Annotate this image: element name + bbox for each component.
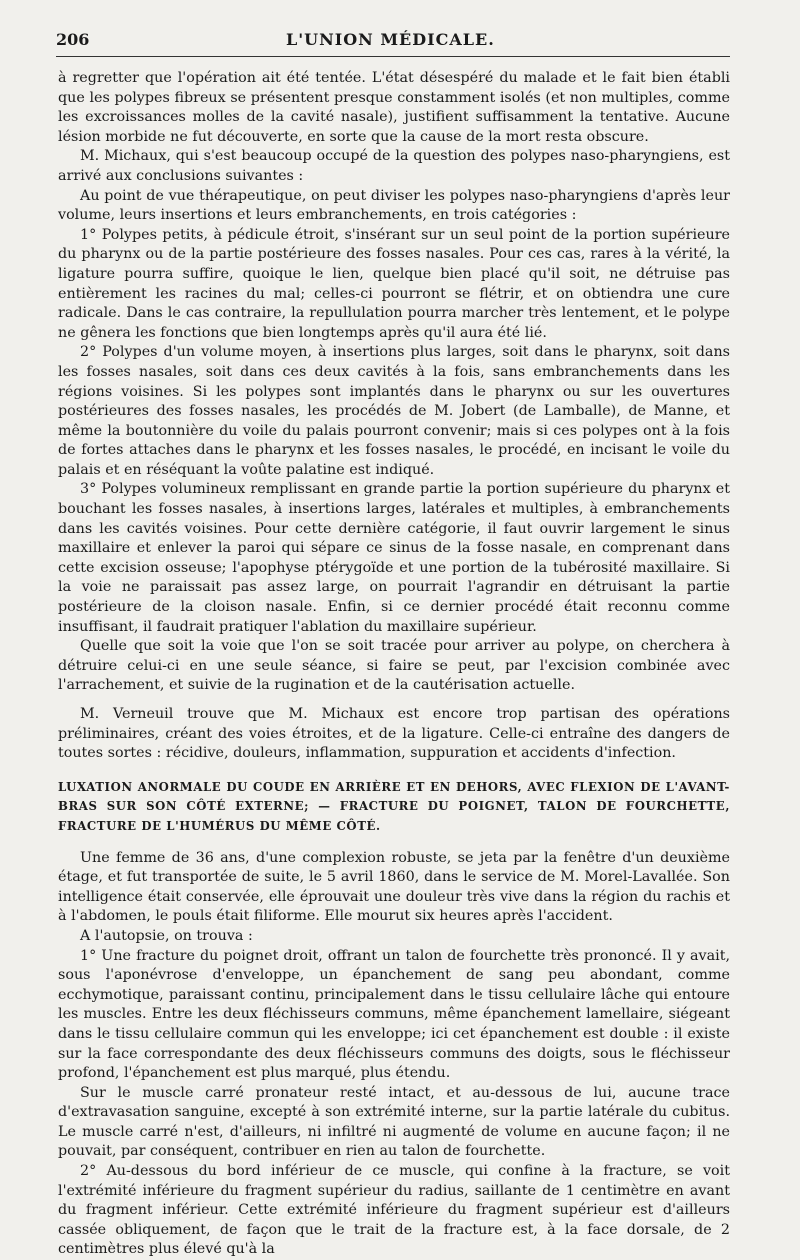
paragraph: 2° Polypes d'un volume moyen, à insertions plus larges, soit dans le pharynx, soit dans les fosses nasales, soit dans ces deux cavités à la fois, sans embranchements dans les régions voisines. Si les polypes sont implantés dans le pharynx ou sur les ouvertures postérieures des fosses nasales, les procédés de M. Jobert (de Lamballe), de Manne, et même la boutonnière du voile du palais pourront convenir; mais si ces polypes ont à la fois de fortes attaches dans le pharynx et les fosses nasales, le procédé, en incisant le voile du palais et en réséquant la voûte palatine est indiqué. — [58, 344, 730, 478]
case-paragraph: 1° Une fracture du poignet droit, offrant un talon de fourchette très prononcé. Il y avait, sous l'aponévrose d'enveloppe, un épanchement de sang peu abondant, comme ecchymotique, paraissant continu, principalement dans le tissu cellulaire lâche qui entoure les muscles. Entre les deux fléchisseurs communs, même épanchement lamellaire, siégeant dans le tissu cellulaire commun qui les enveloppe; ici cet épanchement est double : il existe sur la face correspondante des deux fléchisseurs communs des doigts, sous le fléchisseur profond, l'épanchement est plus marqué, plus étendu. — [58, 947, 730, 1082]
paragraph: Quelle que soit la voie que l'on se soit tracée pour arriver au polype, on cherchera à détruire celui-ci en une seule séance, si faire se peut, par l'excision combinée avec l'arrachement, et suivie de la rugination et de la cautérisation actuelle. — [58, 638, 730, 694]
section-title: LUXATION ANORMALE DU COUDE EN ARRIÈRE ET EN DEHORS, AVEC FLEXION DE L'AVANT-BRAS SUR SON CÔTÉ EXTERNE; — FRACTURE DU POIGNET, TALON DE FOURCHETTE, FRACTURE DE L'HUMÉRUS DU MÊME CÔTÉ. — [58, 779, 730, 833]
paragraph: 1° Polypes petits, à pédicule étroit, s'insérant sur un seul point de la portion supérieure du pharynx ou de la partie postérieure des fosses nasales. Pour ces cas, rares à la vérité, la ligature pourra suffire, quoique le lien, quelque bien placé qu'il soit, ne détruise pas entièrement les racines du mal; celles-ci pourront se flétrir, et on obtiendra une cure radicale. Dans le cas contraire, la repullulation pourra marcher très lentement, et le polype ne gênera les fonctions que bien longtemps après qu'il aura été lié. — [58, 226, 730, 341]
paragraph: M. Michaux, qui s'est beaucoup occupé de la question des polypes naso-pharyngiens, est arrivé aux conclusions suivantes : — [58, 148, 730, 184]
page-number: 206 — [56, 30, 90, 49]
paragraph: à regretter que l'opération ait été tentée. L'état désespéré du malade et le fait bien établi que les polypes fibreux se présentent presque constamment isolés (et non multiples, comme les excroissances molles de la cavité nasale), justifient suffisamment la tentative. Aucune lésion morbide ne fut découverte, en sorte que la cause de la mort resta obscure. — [58, 70, 730, 145]
paragraph: Au point de vue thérapeutique, on peut diviser les polypes naso-pharyngiens d'après leur volume, leurs insertions et leurs embranchements, en trois catégories : — [58, 187, 730, 224]
case-paragraph: 2° Au-dessous du bord inférieur de ce muscle, qui confine à la fracture, se voit l'extrémité inférieure du fragment supérieur du radius, saillante de 1 centimètre en avant du fragment inférieur. Cette extrémité inférieure du fragment supérieur est d'ailleurs cassée obliquement, de façon que le trait de la fracture est, à la face dorsale, de 2 centimètres plus élevé qu'à la — [58, 1163, 730, 1258]
case-paragraph: Une femme de 36 ans, d'une complexion robuste, se jeta par la fenêtre d'un deuxième étage, et fut transportée de suite, le 5 avril 1860, dans le service de M. Morel-Lavallée. Son intelligence était conservée, elle éprouvait une douleur très vive dans la région du rachis et à l'abdomen, le pouls était filiforme. Elle mourut six heures après l'accident. — [58, 849, 730, 925]
running-head: L'UNION MÉDICALE. — [286, 30, 495, 49]
paragraph: M. Verneuil trouve que M. Michaux est encore trop partisan des opérations préliminaires, créant des voies étroites, et de la ligature. Celle-ci entraîne des dangers de toutes sortes : récidive, douleurs, inflammation, suppuration et accidents d'infection. — [58, 706, 730, 762]
page-header — [56, 30, 730, 57]
article-body — [58, 69, 730, 1260]
paragraph: 3° Polypes volumineux remplissant en grande partie la portion supérieure du pharynx et bouchant les fosses nasales, à insertions larges, latérales et multiples, à embranchements dans les cavités voisines. Pour cette dernière catégorie, il faut ouvrir largement le sinus maxillaire et enlever la paroi qui sépare ce sinus de la fosse nasale, en comprenant dans cette excision osseuse; l'apophyse ptérygoïde et une portion de la tubérosité maxillaire. Si la voie ne paraissait pas assez large, on pourrait l'agrandir en détruisant la partie postérieure de la cloison nasale. Enfin, si ce dernier procédé était reconnu comme insuffisant, il faudrait pratiquer l'ablation du maxillaire supérieur. — [58, 481, 730, 635]
case-paragraph: A l'autopsie, on trouva : — [80, 927, 253, 944]
case-paragraph: Sur le muscle carré pronateur resté intact, et au-dessous de lui, aucune trace d'extravasation sanguine, excepté à son extrémité interne, sur la partie latérale du cubitus. Le muscle carré n'est, d'ailleurs, ni infiltré ni augmenté de volume en aucune façon; il ne pouvait, par conséquent, contribuer en rien au talon de fourchette. — [58, 1084, 730, 1160]
